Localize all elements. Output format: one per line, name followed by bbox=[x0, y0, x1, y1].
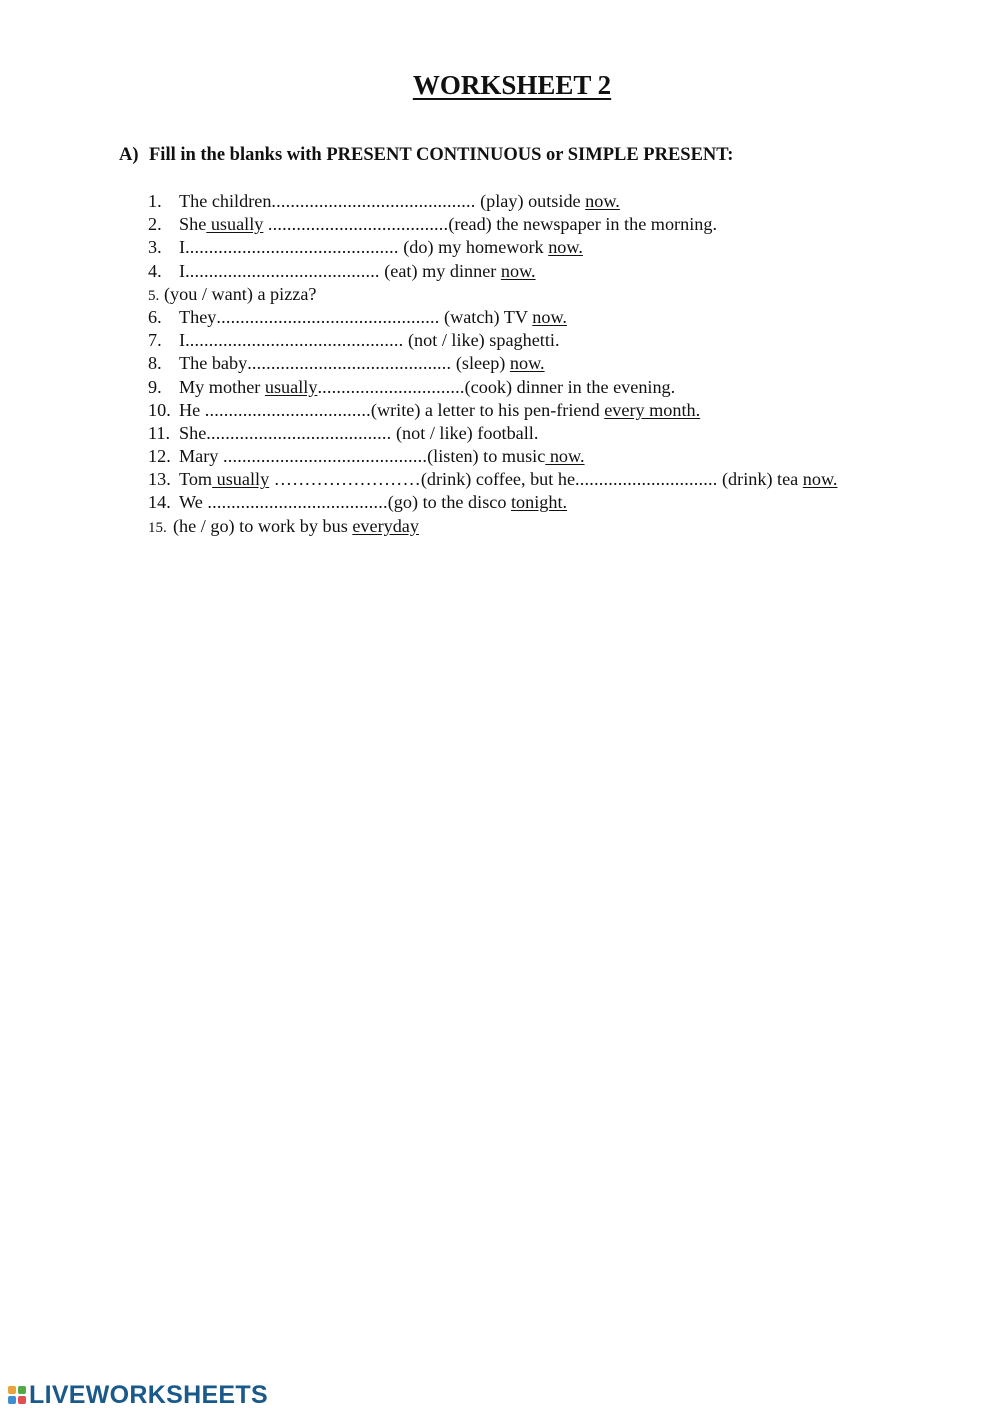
exercise-item-14 bbox=[148, 491, 948, 514]
frequency-marker: usually bbox=[206, 214, 264, 235]
item-text: She bbox=[179, 422, 207, 443]
item-text: He bbox=[179, 399, 205, 420]
item-text: (not / like) spaghetti. bbox=[403, 330, 560, 351]
liveworksheets-logo-icon bbox=[8, 1386, 26, 1404]
item-text: (watch) TV bbox=[439, 306, 533, 327]
instruction bbox=[119, 145, 733, 166]
instruction-text: Fill in the blanks with PRESENT CONTINUOUS or SIMPLE PRESENT: bbox=[149, 145, 734, 165]
exercise-item-10 bbox=[148, 399, 948, 422]
item-text: The baby bbox=[179, 353, 248, 374]
exercise-item-9 bbox=[148, 376, 948, 399]
item-text: She bbox=[179, 214, 207, 235]
answer-blank[interactable]: ........................................... bbox=[222, 446, 428, 467]
item-number: 4. bbox=[148, 260, 162, 281]
answer-blank[interactable]: ...................................... bbox=[267, 214, 449, 235]
item-text: My mother bbox=[179, 376, 265, 397]
exercise-item-3 bbox=[148, 236, 948, 259]
logo-square-red bbox=[18, 1396, 26, 1404]
item-number: 2. bbox=[148, 214, 162, 235]
item-number: 13. bbox=[148, 469, 171, 490]
exercise-item-8 bbox=[148, 352, 948, 375]
exercise-item-11 bbox=[148, 422, 948, 445]
item-text: (listen) to music bbox=[427, 446, 546, 467]
item-text: I bbox=[179, 330, 186, 351]
answer-blank[interactable]: ............................................... bbox=[216, 306, 440, 327]
item-number: 15. bbox=[148, 519, 167, 536]
exercise-list bbox=[148, 190, 948, 538]
time-marker: tonight. bbox=[510, 492, 568, 513]
answer-blank[interactable]: ................................... bbox=[204, 399, 371, 420]
time-marker: every month. bbox=[604, 399, 701, 420]
liveworksheets-logo[interactable] bbox=[8, 1380, 268, 1410]
instruction-label: A) bbox=[119, 145, 139, 165]
answer-blank[interactable]: ............................... bbox=[317, 376, 465, 397]
item-text: Tom bbox=[179, 469, 213, 490]
time-marker: everyday bbox=[352, 515, 419, 536]
answer-blank[interactable]: ...................................... bbox=[207, 492, 388, 513]
item-number: 8. bbox=[148, 353, 162, 374]
answer-blank[interactable]: ............................................. bbox=[185, 237, 399, 258]
item-text: They bbox=[179, 306, 217, 327]
item-text: (sleep) bbox=[451, 353, 510, 374]
exercise-item-12 bbox=[148, 445, 948, 468]
exercise-item-15 bbox=[148, 515, 948, 538]
liveworksheets-brand: LIVEWORKSHEETS bbox=[29, 1380, 268, 1409]
frequency-marker: usually bbox=[212, 469, 270, 490]
item-text: (drink) coffee, but he bbox=[420, 469, 576, 490]
exercise-item-13 bbox=[148, 468, 948, 491]
logo-square-orange bbox=[8, 1386, 16, 1394]
answer-blank[interactable]: ....................................... bbox=[206, 422, 392, 443]
exercise-item-7 bbox=[148, 329, 948, 352]
time-marker: now. bbox=[802, 469, 838, 490]
item-text: (you / want) a pizza? bbox=[164, 283, 317, 304]
answer-blank[interactable]: ........................................... bbox=[247, 353, 452, 374]
answer-blank[interactable]: ........................................... bbox=[271, 191, 476, 211]
logo-square-green bbox=[18, 1386, 26, 1394]
logo-square-blue bbox=[8, 1396, 16, 1404]
item-number: 6. bbox=[148, 306, 162, 327]
item-number: 11. bbox=[148, 422, 171, 443]
item-text: (read) the newspaper in the morning. bbox=[448, 214, 717, 235]
answer-blank[interactable]: .............................................. bbox=[185, 330, 404, 351]
item-text: I bbox=[179, 260, 186, 281]
time-marker: now. bbox=[500, 260, 536, 281]
item-text: I bbox=[179, 237, 186, 258]
time-marker: now. bbox=[532, 306, 567, 327]
item-number: 10. bbox=[148, 399, 171, 420]
item-number: 14. bbox=[148, 492, 171, 513]
item-text: (play) outside bbox=[475, 191, 586, 211]
time-marker: now. bbox=[545, 446, 585, 467]
time-marker: now. bbox=[509, 353, 545, 374]
item-number: 9. bbox=[148, 376, 162, 397]
item-text: (cook) dinner in the evening. bbox=[464, 376, 676, 397]
item-text: (eat) my dinner bbox=[379, 260, 501, 281]
exercise-item-6 bbox=[148, 306, 948, 329]
exercise-item-1 bbox=[148, 190, 948, 213]
item-number: 12. bbox=[148, 446, 171, 467]
exercise-item-5 bbox=[148, 283, 948, 306]
item-text: Mary bbox=[179, 446, 223, 467]
item-number: 5. bbox=[148, 287, 160, 304]
item-text: (do) my homework bbox=[398, 237, 549, 258]
exercise-item-4 bbox=[148, 260, 948, 283]
item-text: We bbox=[179, 492, 208, 513]
answer-blank[interactable]: …………………… bbox=[273, 469, 421, 490]
item-text: (drink) tea bbox=[717, 469, 803, 490]
item-text: (he / go) to work by bus bbox=[173, 515, 353, 536]
item-text: (go) to the disco bbox=[387, 492, 511, 513]
time-marker: now. bbox=[585, 191, 620, 211]
item-text: (not / like) football. bbox=[391, 422, 539, 443]
answer-blank[interactable]: ......................................... bbox=[185, 260, 380, 281]
page-title: WORKSHEET 2 bbox=[412, 70, 612, 100]
frequency-marker: usually bbox=[264, 376, 318, 397]
item-number: 1. bbox=[148, 191, 162, 211]
item-text: The children bbox=[179, 191, 272, 211]
item-number: 3. bbox=[148, 237, 162, 258]
exercise-item-2 bbox=[148, 213, 948, 236]
item-text: (write) a letter to his pen-friend bbox=[370, 399, 605, 420]
time-marker: now. bbox=[548, 237, 583, 258]
item-number: 7. bbox=[148, 330, 162, 351]
answer-blank-2[interactable]: .............................. bbox=[575, 469, 718, 490]
